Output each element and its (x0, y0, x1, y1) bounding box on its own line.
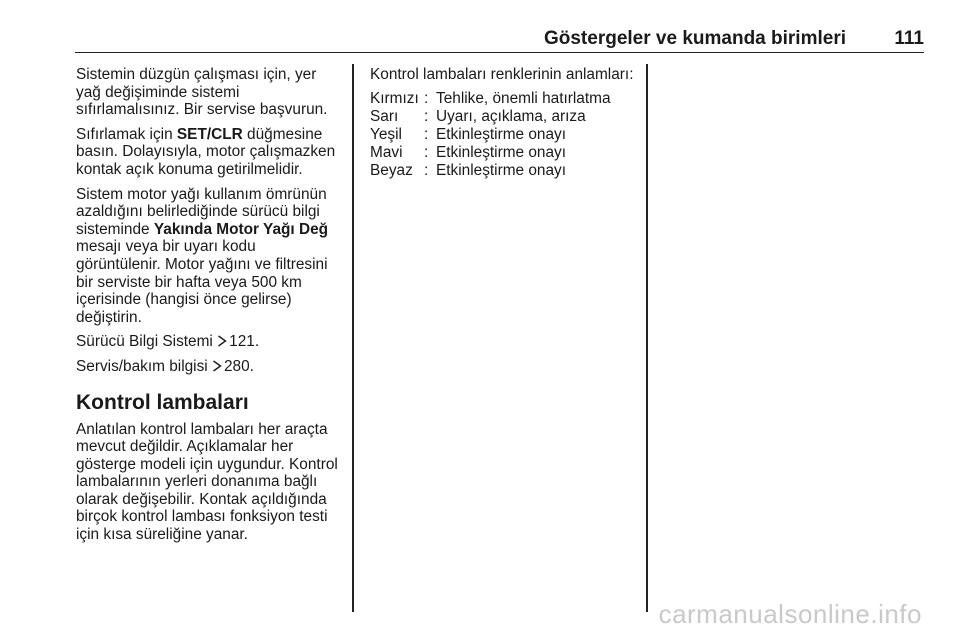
text-segment: mesajı veya bir uyarı kodu görüntülenir. Motor yağını ve filtresini bir serviste bir hafta veya 500 km içerisinde (hangisi önce gelirse) değiştirin. (76, 238, 328, 326)
section-heading: Kontrol lambaları (76, 390, 249, 414)
colors-intro: Kontrol lambaları renklerinin anlamları: (370, 66, 634, 83)
paragraph-warning-lights: Anlatılan kontrol lambaları her araçta mevcut değildir. Açıklamalar her gösterge modeli için uygundur. Kontrol lambalarının yerleri donanıma bağlı olarak değişebilir. Kontak açıldığında birçok kontrol lambası fonksiyon testi için kısa süreliğine yanar. (76, 420, 338, 544)
text-segment: düğmesine basın. Dolayısıyla, motor çalışmazken kontak açık konuma getirilmelidir. (76, 125, 336, 178)
separator: : (424, 125, 429, 143)
column-divider-left (352, 64, 354, 612)
button-name-set-clr: SET/CLR (176, 125, 243, 143)
color-meaning: Etkinleştirme onayı (436, 143, 567, 161)
color-name: Mavi (370, 143, 403, 161)
color-name: Kırmızı (370, 89, 419, 107)
color-name: Sarı (370, 107, 399, 125)
text-segment: Sıfırlamak için (76, 125, 177, 143)
color-meaning-row (370, 90, 640, 108)
separator: : (424, 89, 429, 107)
color-meaning-row (370, 144, 640, 162)
color-meaning-row (370, 162, 640, 180)
watermark: carmanualsonline.info (658, 599, 922, 629)
reference-service-info[interactable] (76, 358, 344, 376)
color-name: Yeşil (370, 125, 402, 143)
separator: : (424, 143, 429, 161)
color-meaning: Etkinleştirme onayı (436, 161, 567, 179)
chapter-title: Göstergeler ve kumanda birimleri (543, 28, 846, 49)
color-meaning-row (370, 126, 640, 144)
page-number: 111 (894, 28, 924, 49)
paragraph-oil-life (76, 186, 344, 327)
left-column (76, 66, 344, 551)
text-segment: Sistem motor yağı kullanım ömrünün azaldığını belirlediğinde sürücü bilgi sisteminde (76, 185, 327, 238)
arrow-reference-icon (212, 360, 222, 372)
message-name-oil: Yakında Motor Yağı Değ (153, 220, 329, 238)
arrow-reference-icon (217, 335, 227, 347)
page-header (75, 22, 924, 53)
column-divider-right (646, 64, 648, 612)
color-meaning: Tehlike, önemli hatırlatma (436, 89, 611, 107)
color-meaning: Uyarı, açıklama, arıza (436, 107, 586, 125)
color-meaning: Etkinleştirme onayı (436, 125, 567, 143)
separator: : (424, 107, 429, 125)
color-meaning-list (370, 90, 640, 180)
reference-driver-info[interactable] (76, 333, 344, 351)
color-name: Beyaz (370, 161, 413, 179)
reference-label: Servis/bakım bilgisi (76, 357, 212, 375)
right-column (370, 66, 640, 180)
paragraph-reset-info: Sistemin düzgün çalışması için, yer yağ değişiminde sistemi sıfırlamalısınız. Bir servise başvurun. (76, 66, 328, 119)
reference-page: 121. (229, 333, 260, 351)
reference-page: 280. (224, 357, 254, 375)
separator: : (424, 161, 429, 179)
color-meaning-row (370, 108, 640, 126)
paragraph-reset-instructions (76, 126, 344, 179)
reference-label: Sürücü Bilgi Sistemi (76, 333, 218, 351)
